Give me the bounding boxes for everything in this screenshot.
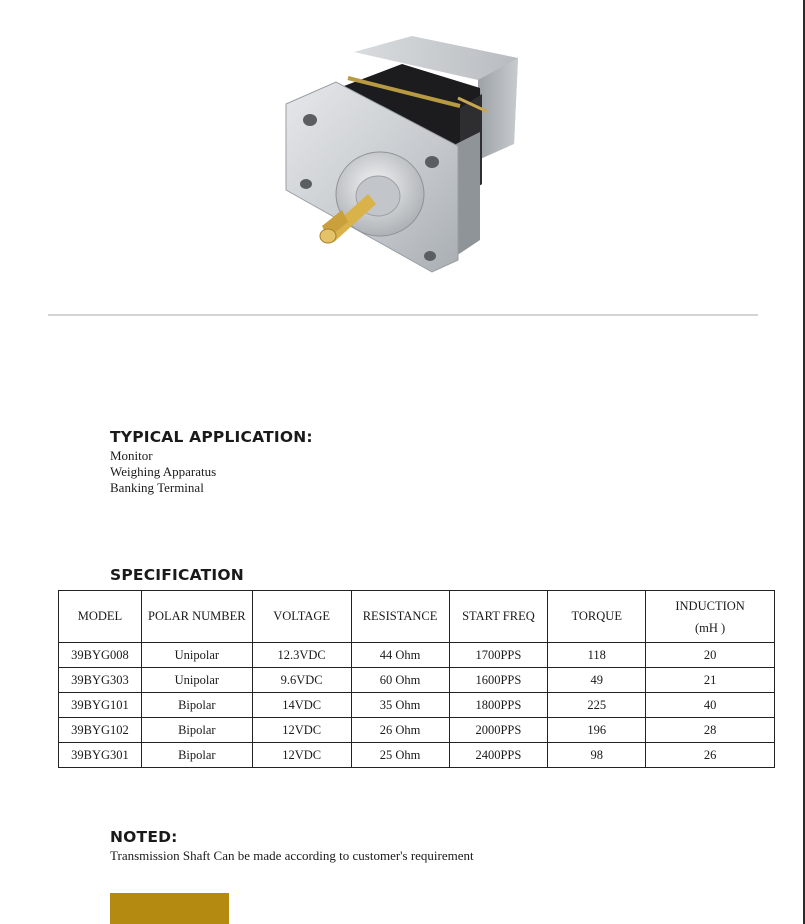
table-row [59, 718, 775, 743]
column-header: TORQUE [548, 591, 646, 643]
cell-resistance: 60 Ohm [351, 668, 449, 693]
cell-polar: Bipolar [141, 718, 252, 743]
cell-induction: 26 [646, 743, 775, 768]
cell-resistance: 26 Ohm [351, 718, 449, 743]
column-header: VOLTAGE [252, 591, 351, 643]
cell-start-freq: 2000PPS [449, 718, 548, 743]
cell-start-freq: 2400PPS [449, 743, 548, 768]
cell-resistance: 35 Ohm [351, 693, 449, 718]
table-row [59, 643, 775, 668]
table-header-row [59, 591, 775, 643]
induction-header-unit: (mH ) [694, 620, 726, 635]
cell-model: 39BYG301 [59, 743, 142, 768]
cell-start-freq: 1700PPS [449, 643, 548, 668]
column-header-induction [646, 591, 775, 643]
application-list [110, 448, 216, 496]
table-row [59, 693, 775, 718]
cell-start-freq: 1600PPS [449, 668, 548, 693]
column-header: POLAR NUMBER [141, 591, 252, 643]
cell-induction: 40 [646, 693, 775, 718]
cell-model: 39BYG303 [59, 668, 142, 693]
specification-heading: SPECIFICATION [110, 566, 244, 584]
cell-voltage: 9.6VDC [252, 668, 351, 693]
application-item: Weighing Apparatus [110, 464, 217, 479]
specification-table [58, 590, 775, 768]
section-divider [48, 314, 758, 316]
stepper-motor-image [282, 34, 522, 276]
table-row [59, 668, 775, 693]
cell-polar: Bipolar [141, 693, 252, 718]
cell-torque: 49 [548, 668, 646, 693]
cell-model: 39BYG101 [59, 693, 142, 718]
cell-model: 39BYG008 [59, 643, 142, 668]
cell-polar: Bipolar [141, 743, 252, 768]
column-header: START FREQ [449, 591, 548, 643]
cell-torque: 98 [548, 743, 646, 768]
column-header: MODEL [59, 591, 142, 643]
induction-header-label: INDUCTION [675, 598, 745, 613]
cell-polar: Unipolar [141, 643, 252, 668]
cell-start-freq: 1800PPS [449, 693, 548, 718]
noted-text: Transmission Shaft Can be made according to customer's requirement [110, 848, 474, 863]
noted-heading: NOTED: [110, 828, 178, 846]
typical-application-heading: TYPICAL APPLICATION: [110, 428, 313, 446]
cell-torque: 196 [548, 718, 646, 743]
cell-polar: Unipolar [141, 668, 252, 693]
cell-voltage: 12.3VDC [252, 643, 351, 668]
application-item: Banking Terminal [110, 480, 204, 495]
cell-induction: 28 [646, 718, 775, 743]
cell-voltage: 14VDC [252, 693, 351, 718]
table-row [59, 743, 775, 768]
application-item: Monitor [110, 448, 153, 463]
accent-bar [110, 893, 229, 924]
cell-resistance: 25 Ohm [351, 743, 449, 768]
cell-voltage: 12VDC [252, 718, 351, 743]
cell-induction: 21 [646, 668, 775, 693]
cell-voltage: 12VDC [252, 743, 351, 768]
cell-induction: 20 [646, 643, 775, 668]
cell-torque: 225 [548, 693, 646, 718]
cell-resistance: 44 Ohm [351, 643, 449, 668]
cell-torque: 118 [548, 643, 646, 668]
column-header: RESISTANCE [351, 591, 449, 643]
cell-model: 39BYG102 [59, 718, 142, 743]
